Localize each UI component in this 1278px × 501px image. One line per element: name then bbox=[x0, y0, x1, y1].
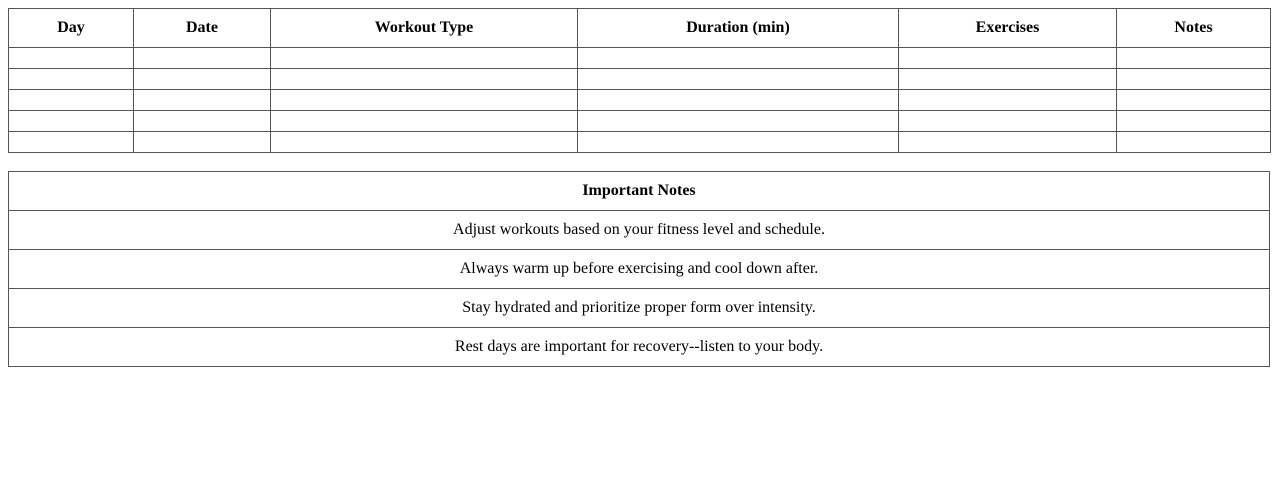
cell-workout-type[interactable] bbox=[271, 111, 578, 132]
cell-duration[interactable] bbox=[578, 69, 899, 90]
cell-workout-type[interactable] bbox=[271, 69, 578, 90]
note-item: Always warm up before exercising and cool down after. bbox=[9, 250, 1270, 289]
table-row bbox=[9, 111, 1271, 132]
table-row bbox=[9, 69, 1271, 90]
cell-exercises[interactable] bbox=[899, 132, 1117, 153]
note-item: Stay hydrated and prioritize proper form over intensity. bbox=[9, 289, 1270, 328]
cell-workout-type[interactable] bbox=[271, 48, 578, 69]
note-item: Rest days are important for recovery--listen to your body. bbox=[9, 328, 1270, 367]
cell-date[interactable] bbox=[134, 111, 271, 132]
cell-notes[interactable] bbox=[1117, 69, 1271, 90]
cell-duration[interactable] bbox=[578, 90, 899, 111]
cell-date[interactable] bbox=[134, 132, 271, 153]
header-day: Day bbox=[9, 9, 134, 48]
cell-duration[interactable] bbox=[578, 48, 899, 69]
header-exercises: Exercises bbox=[899, 9, 1117, 48]
cell-day[interactable] bbox=[9, 111, 134, 132]
important-notes-table bbox=[8, 171, 1270, 367]
cell-exercises[interactable] bbox=[899, 90, 1117, 111]
cell-date[interactable] bbox=[134, 90, 271, 111]
cell-exercises[interactable] bbox=[899, 111, 1117, 132]
cell-day[interactable] bbox=[9, 69, 134, 90]
table-row bbox=[9, 289, 1270, 328]
header-duration: Duration (min) bbox=[578, 9, 899, 48]
notes-title: Important Notes bbox=[9, 172, 1270, 211]
cell-date[interactable] bbox=[134, 48, 271, 69]
cell-exercises[interactable] bbox=[899, 48, 1117, 69]
cell-day[interactable] bbox=[9, 90, 134, 111]
note-item: Adjust workouts based on your fitness level and schedule. bbox=[9, 211, 1270, 250]
cell-notes[interactable] bbox=[1117, 111, 1271, 132]
table-row bbox=[9, 250, 1270, 289]
cell-workout-type[interactable] bbox=[271, 132, 578, 153]
cell-workout-type[interactable] bbox=[271, 90, 578, 111]
table-header-row bbox=[9, 9, 1271, 48]
cell-day[interactable] bbox=[9, 48, 134, 69]
table-row bbox=[9, 328, 1270, 367]
cell-notes[interactable] bbox=[1117, 90, 1271, 111]
workout-log-table bbox=[8, 8, 1271, 153]
table-row bbox=[9, 90, 1271, 111]
cell-duration[interactable] bbox=[578, 132, 899, 153]
table-row bbox=[9, 211, 1270, 250]
header-workout-type: Workout Type bbox=[271, 9, 578, 48]
notes-header-row bbox=[9, 172, 1270, 211]
cell-notes[interactable] bbox=[1117, 48, 1271, 69]
cell-notes[interactable] bbox=[1117, 132, 1271, 153]
cell-day[interactable] bbox=[9, 132, 134, 153]
cell-exercises[interactable] bbox=[899, 69, 1117, 90]
cell-date[interactable] bbox=[134, 69, 271, 90]
cell-duration[interactable] bbox=[578, 111, 899, 132]
table-row bbox=[9, 48, 1271, 69]
header-notes: Notes bbox=[1117, 9, 1271, 48]
table-row bbox=[9, 132, 1271, 153]
header-date: Date bbox=[134, 9, 271, 48]
